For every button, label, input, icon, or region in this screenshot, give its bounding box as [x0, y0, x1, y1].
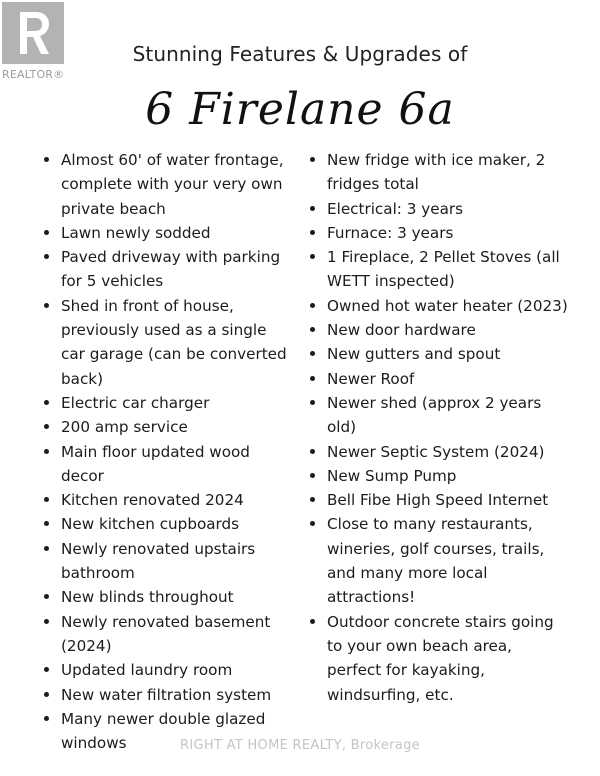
feature-item: Electrical: 3 years	[306, 197, 571, 221]
feature-item: Owned hot water heater (2023)	[306, 294, 571, 318]
feature-item: New water filtration system	[40, 683, 290, 707]
feature-item: New kitchen cupboards	[40, 512, 290, 536]
feature-item: Outdoor concrete stairs going to your own beach area, perfect for kayaking, windsurfing, etc.	[306, 610, 571, 707]
feature-item: Paved driveway with parking for 5 vehicles	[40, 245, 290, 294]
feature-item: Newer Septic System (2024)	[306, 440, 571, 464]
feature-item: New Sump Pump	[306, 464, 571, 488]
feature-item: New fridge with ice maker, 2 fridges total	[306, 148, 571, 197]
feature-item: Many newer double glazed windows	[40, 707, 290, 756]
realtor-logo-text: REALTOR®	[2, 68, 65, 81]
feature-item: Main floor updated wood decor	[40, 440, 290, 489]
feature-item: Furnace: 3 years	[306, 221, 571, 245]
feature-item: Shed in front of house, previously used as a single car garage (can be converted back)	[40, 294, 290, 391]
feature-item: Updated laundry room	[40, 658, 290, 682]
feature-item: Almost 60' of water frontage, complete with your very own private beach	[40, 148, 290, 221]
feature-item: 1 Fireplace, 2 Pellet Stoves (all WETT inspected)	[306, 245, 571, 294]
feature-item: New gutters and spout	[306, 342, 571, 366]
features-list-left	[40, 148, 290, 755]
feature-item: Newer Roof	[306, 367, 571, 391]
feature-item: 200 amp service	[40, 415, 290, 439]
feature-item: Close to many restaurants, wineries, golf courses, trails, and many more local attractions!	[306, 512, 571, 609]
page-heading: Stunning Features & Upgrades of	[132, 42, 468, 66]
feature-item: New blinds throughout	[40, 585, 290, 609]
feature-item: Electric car charger	[40, 391, 290, 415]
feature-item: New door hardware	[306, 318, 571, 342]
feature-item: Bell Fibe High Speed Internet	[306, 488, 571, 512]
feature-item: Newly renovated upstairs bathroom	[40, 537, 290, 586]
feature-item: Kitchen renovated 2024	[40, 488, 290, 512]
features-list-right	[306, 148, 571, 707]
property-address: 6 Firelane 6a	[145, 84, 455, 135]
feature-item: Lawn newly sodded	[40, 221, 290, 245]
feature-item: Newly renovated basement (2024)	[40, 610, 290, 659]
brokerage-watermark: RIGHT AT HOME REALTY, Brokerage	[180, 738, 420, 753]
feature-item: Newer shed (approx 2 years old)	[306, 391, 571, 440]
